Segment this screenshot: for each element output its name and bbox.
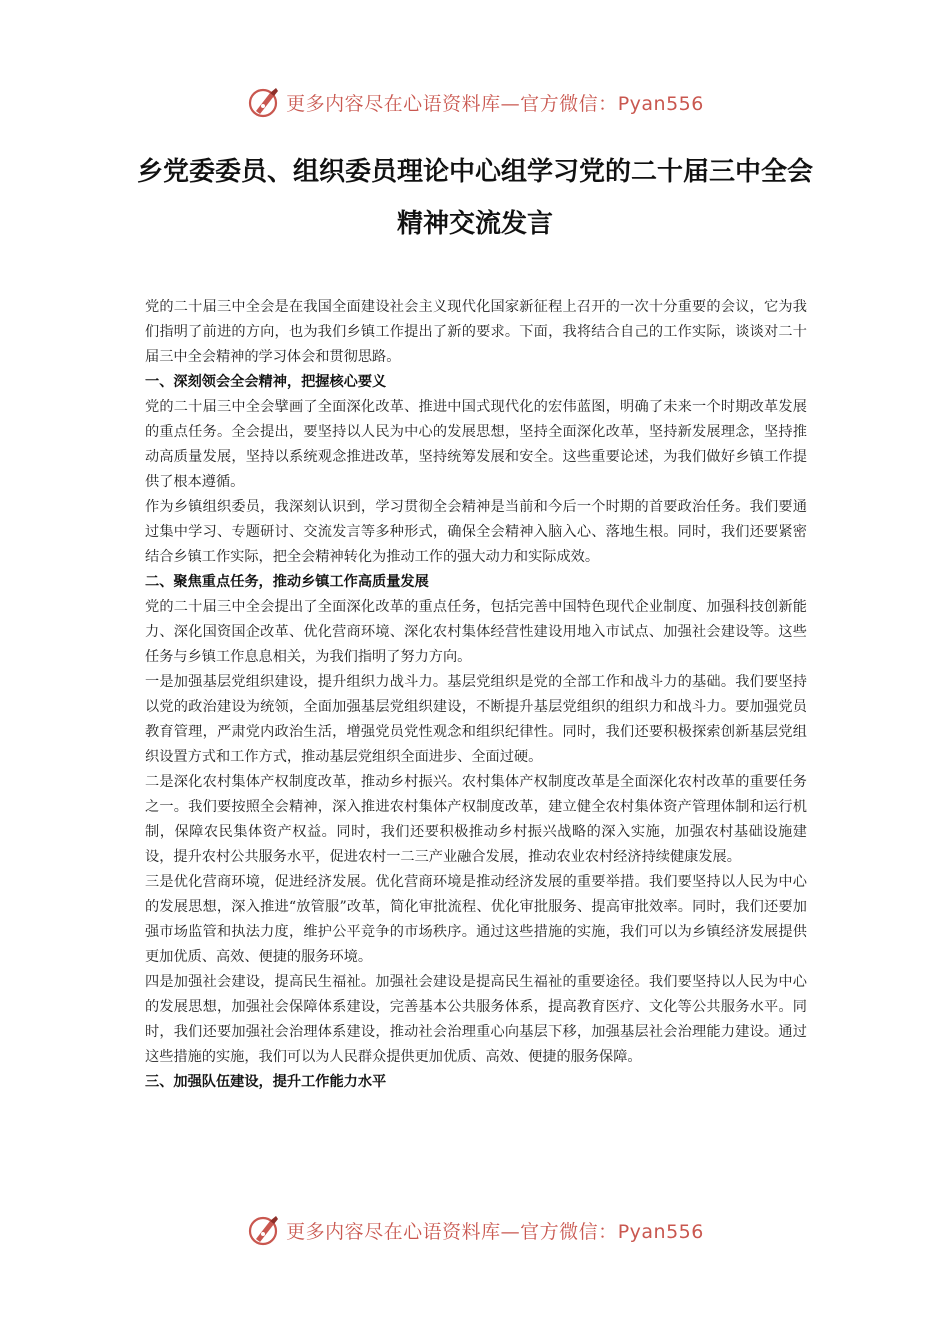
- pen-nib-logo-icon: [246, 1212, 282, 1248]
- section-2-heading: 二、聚焦重点任务，推动乡镇工作高质量发展: [145, 574, 429, 590]
- section-1-paragraph-2: 作为乡镇组织委员，我深刻认识到，学习贯彻全会精神是当前和今后一个时期的首要政治任务。我们要通过集中学习、专题研讨、交流发言等多种形式，确保全会精神入脑入心、落地生根。同时，我们还要紧密结合乡镇工作实际，把全会精神转化为推动工作的强大动力和实际成效。: [145, 499, 807, 565]
- document-body: [145, 295, 807, 1095]
- banner-main-text: 更多内容尽在心语资料库: [286, 92, 501, 115]
- banner-wechat-id: Pyan556: [617, 92, 704, 115]
- header-banner: [0, 82, 950, 122]
- section-2-paragraph-5: 四是加强社会建设，提高民生福祉。加强社会建设是提高民生福祉的重要途径。我们要坚持以人民为中心的发展思想，加强社会保障体系建设，完善基本公共服务体系，提高教育医疗、文化等公共服务水平。同时，我们还要加强社会治理体系建设，推动社会治理重心向基层下移，加强基层社会治理能力建设。通过这些措施的实施，我们可以为人民群众提供更加优质、高效、便捷的服务保障。: [145, 974, 807, 1065]
- banner-wechat-label: 官方微信：: [520, 92, 618, 115]
- section-2-paragraph-3: 二是深化农村集体产权制度改革，推动乡村振兴。农村集体产权制度改革是全面深化农村改革的重要任务之一。我们要按照全会精神，深入推进农村集体产权制度改革，建立健全农村集体资产管理体制和运行机制，保障农民集体资产权益。同时，我们还要积极推动乡村振兴战略的深入实施，加强农村基础设施建设，提升农村公共服务水平，促进农村一二三产业融合发展，推动农业农村经济持续健康发展。: [145, 774, 807, 865]
- banner-wechat-label: 官方微信：: [520, 1220, 618, 1243]
- section-1-paragraph-1: 党的二十届三中全会擘画了全面深化改革、推进中国式现代化的宏伟蓝图，明确了未来一个时期改革发展的重点任务。全会提出，要坚持以人民为中心的发展思想，坚持全面深化改革，坚持新发展理念，坚持推动高质量发展，坚持以系统观念推进改革，坚持统筹发展和安全。这些重要论述，为我们做好乡镇工作提供了根本遵循。: [145, 399, 807, 490]
- section-2-paragraph-1: 党的二十届三中全会提出了全面深化改革的重点任务，包括完善中国特色现代企业制度、加强科技创新能力、深化国资国企改革、优化营商环境、深化农村集体经营性建设用地入市试点、加强社会建设等。这些任务与乡镇工作息息相关，为我们指明了努力方向。: [145, 599, 807, 665]
- intro-paragraph: 党的二十届三中全会是在我国全面建设社会主义现代化国家新征程上召开的一次十分重要的会议，它为我们指明了前进的方向，也为我们乡镇工作提出了新的要求。下面，我将结合自己的工作实际，谈谈对二十届三中全会精神的学习体会和贯彻思路。: [145, 299, 807, 365]
- banner-wechat-id: Pyan556: [617, 1220, 704, 1243]
- document-title: 乡党委委员、组织委员理论中心组学习党的二十届三中全会精神交流发言: [136, 157, 813, 239]
- section-1-heading: 一、深刻领会全会精神，把握核心要义: [145, 374, 387, 390]
- banner-dash: —: [500, 1220, 521, 1243]
- pen-nib-logo-icon: [246, 84, 282, 120]
- section-2-paragraph-2: 一是加强基层党组织建设，提升组织力战斗力。基层党组织是党的全部工作和战斗力的基础。我们要坚持以党的政治建设为统领，全面加强基层党组织建设，不断提升基层党组织的组织力和战斗力。要加强党员教育管理，严肃党内政治生活，增强党员党性观念和组织纪律性。同时，我们还要积极探索创新基层党组织设置方式和工作方式，推动基层党组织全面进步、全面过硬。: [145, 674, 807, 765]
- banner-main-text: 更多内容尽在心语资料库: [286, 1220, 501, 1243]
- footer-banner: [0, 1210, 950, 1250]
- banner-text: [286, 1217, 704, 1244]
- section-3-heading: 三、加强队伍建设，提升工作能力水平: [145, 1074, 387, 1090]
- section-2-paragraph-4: 三是优化营商环境，促进经济发展。优化营商环境是推动经济发展的重要举措。我们要坚持以人民为中心的发展思想，深入推进“放管服”改革，简化审批流程、优化审批服务、提高审批效率。同时，我们还要加强市场监管和执法力度，维护公平竞争的市场秩序。通过这些措施的实施，我们可以为乡镇经济发展提供更加优质、高效、便捷的服务环境。: [145, 874, 807, 965]
- banner-dash: —: [500, 92, 521, 115]
- banner-text: [286, 89, 704, 116]
